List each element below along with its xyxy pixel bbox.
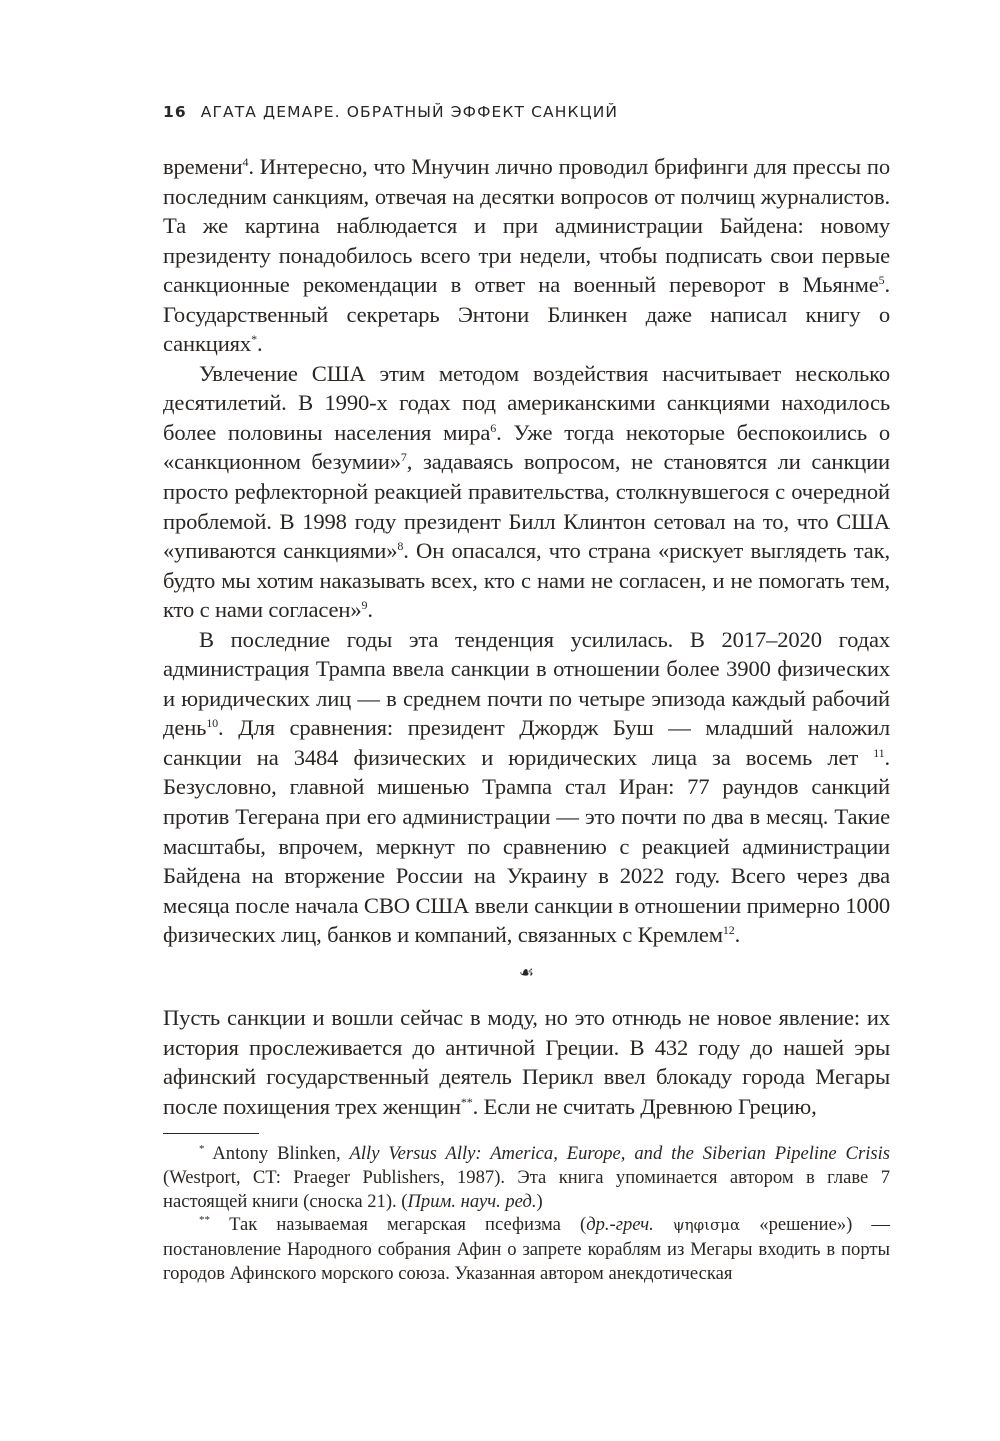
- running-head: [163, 103, 618, 121]
- footnote: * Antony Blinken, Ally Versus Ally: America, Europe, and the Siberian Pipeline Crisis (Westport, CT: Praeger Publishers, 1987). Эта книга упоминается автором в главе 7 настоящей книги (сноска 21). (Прим. науч. ред.): [163, 1143, 890, 1212]
- footnote-reference: 4: [242, 155, 249, 169]
- section-two-text: [163, 1003, 890, 1121]
- paragraph: Увлечение США этим методом воздействия насчитывает несколько десятилетий. В 1990-х годах под американскими санкциями находилось более половины населения мира$^6$. Уже тогда некоторые беспокоились о «санкционном безумии»$^7$, задаваясь вопросом, не становятся ли санкции просто рефлекторной реакцией правительства, столкнувшегося с очередной проблемой. В 1998 году президент Билл Клинтон сетовал на то, что США «упиваются санкциями»$^8$. Он опасался, что страна «рискует выглядеть так, будто мы хотим наказывать всех, кто с нами не согласен, и не помогать тем, кто с нами согласен»$^9$.: [163, 360, 890, 623]
- footnotes: [163, 1142, 890, 1286]
- footnote-reference: 7: [400, 450, 407, 465]
- main-text: [163, 152, 890, 950]
- italic-text: Прим. науч. ред.: [407, 1190, 537, 1212]
- italic-text: Ally Versus Ally: America, Europe, and the Siberian Pipeline Crisis: [349, 1143, 890, 1164]
- running-title: АГАТА ДЕМАРЕ. ОБРАТНЫЙ ЭФФЕКТ САНКЦИЙ: [200, 103, 619, 121]
- footnote-divider: [163, 1133, 259, 1134]
- paragraph: В последние годы эта тенденция усилилась. В 2017–2020 годах администрация Трампа ввела санкции в отношении более 3900 физических и юридических лиц — в среднем почти по четыре эпизода каждый рабочий день$^{10}$. Для сравнения: президент Джордж Буш — младший наложил санкции на 3484 физических и юридических лица за восемь лет $^{11}$. Безусловно, главной мишенью Трампа стал Иран: 77 раундов санкций против Тегерана при его администрации — это почти по два в месяц. Такие масштабы, впрочем, меркнут по сравнению с реакцией администрации Байдена на вторжение России на Украину в 2022 году. Всего через два месяца после начала СВО США ввели санкции в отношении примерно 1000 физических лиц, банков и компаний, связанных с Кремлем$^{12}$.: [163, 626, 890, 948]
- footnote-reference: 6: [490, 420, 497, 435]
- footnote-reference: *: [251, 332, 257, 347]
- footnote-reference: **: [460, 1094, 473, 1109]
- footnote-mark: **: [199, 1214, 210, 1227]
- footnote-reference: 5: [878, 273, 885, 288]
- footnote: ** Так называемая мегарская псефизма (др.-греч. ψηφισμα «решение») — постановление Народного собрания Афин о запрете кораблям из Мегары входить в порты городов Афинского морского союза. Указанная автором анекдотическая: [163, 1214, 891, 1284]
- footnote-reference: 12: [722, 923, 735, 938]
- paragraph: времени$^4$. Интересно, что Мнучин лично проводил брифинги для прессы по последним санкциям, отвечая на десятки вопросов от полчищ журналистов. Та же картина наблюдается и при администрации Байдена: новому президенту понадобилось всего три недели, чтобы подписать свои первые санкционные рекомендации в ответ на военный переворот в Мьянме$^5$. Государственный секретарь Энтони Блинкен даже написал книгу о санкциях*.: [163, 154, 890, 357]
- section-break-ornament-icon: ☙: [518, 963, 535, 983]
- footnote-reference: 9: [361, 598, 368, 613]
- footnote-reference: 11: [873, 745, 885, 760]
- footnote-reference: 8: [397, 539, 404, 554]
- italic-text: др.-греч.: [586, 1214, 654, 1236]
- page-number: 16: [163, 103, 187, 121]
- footnote-mark: *: [199, 1143, 205, 1155]
- footnote-reference: 10: [206, 716, 219, 731]
- greek-word: ψηφισμα: [672, 1216, 741, 1235]
- paragraph: Пусть санкции и вошли сейчас в моду, но это отнюдь не новое явление: их история прослеживается до античной Греции. В 432 году до нашей эры афинский государственный деятель Перикл ввел блокаду города Мегары после похищения трех женщин**. Если не считать Древнюю Грецию,: [163, 1005, 890, 1119]
